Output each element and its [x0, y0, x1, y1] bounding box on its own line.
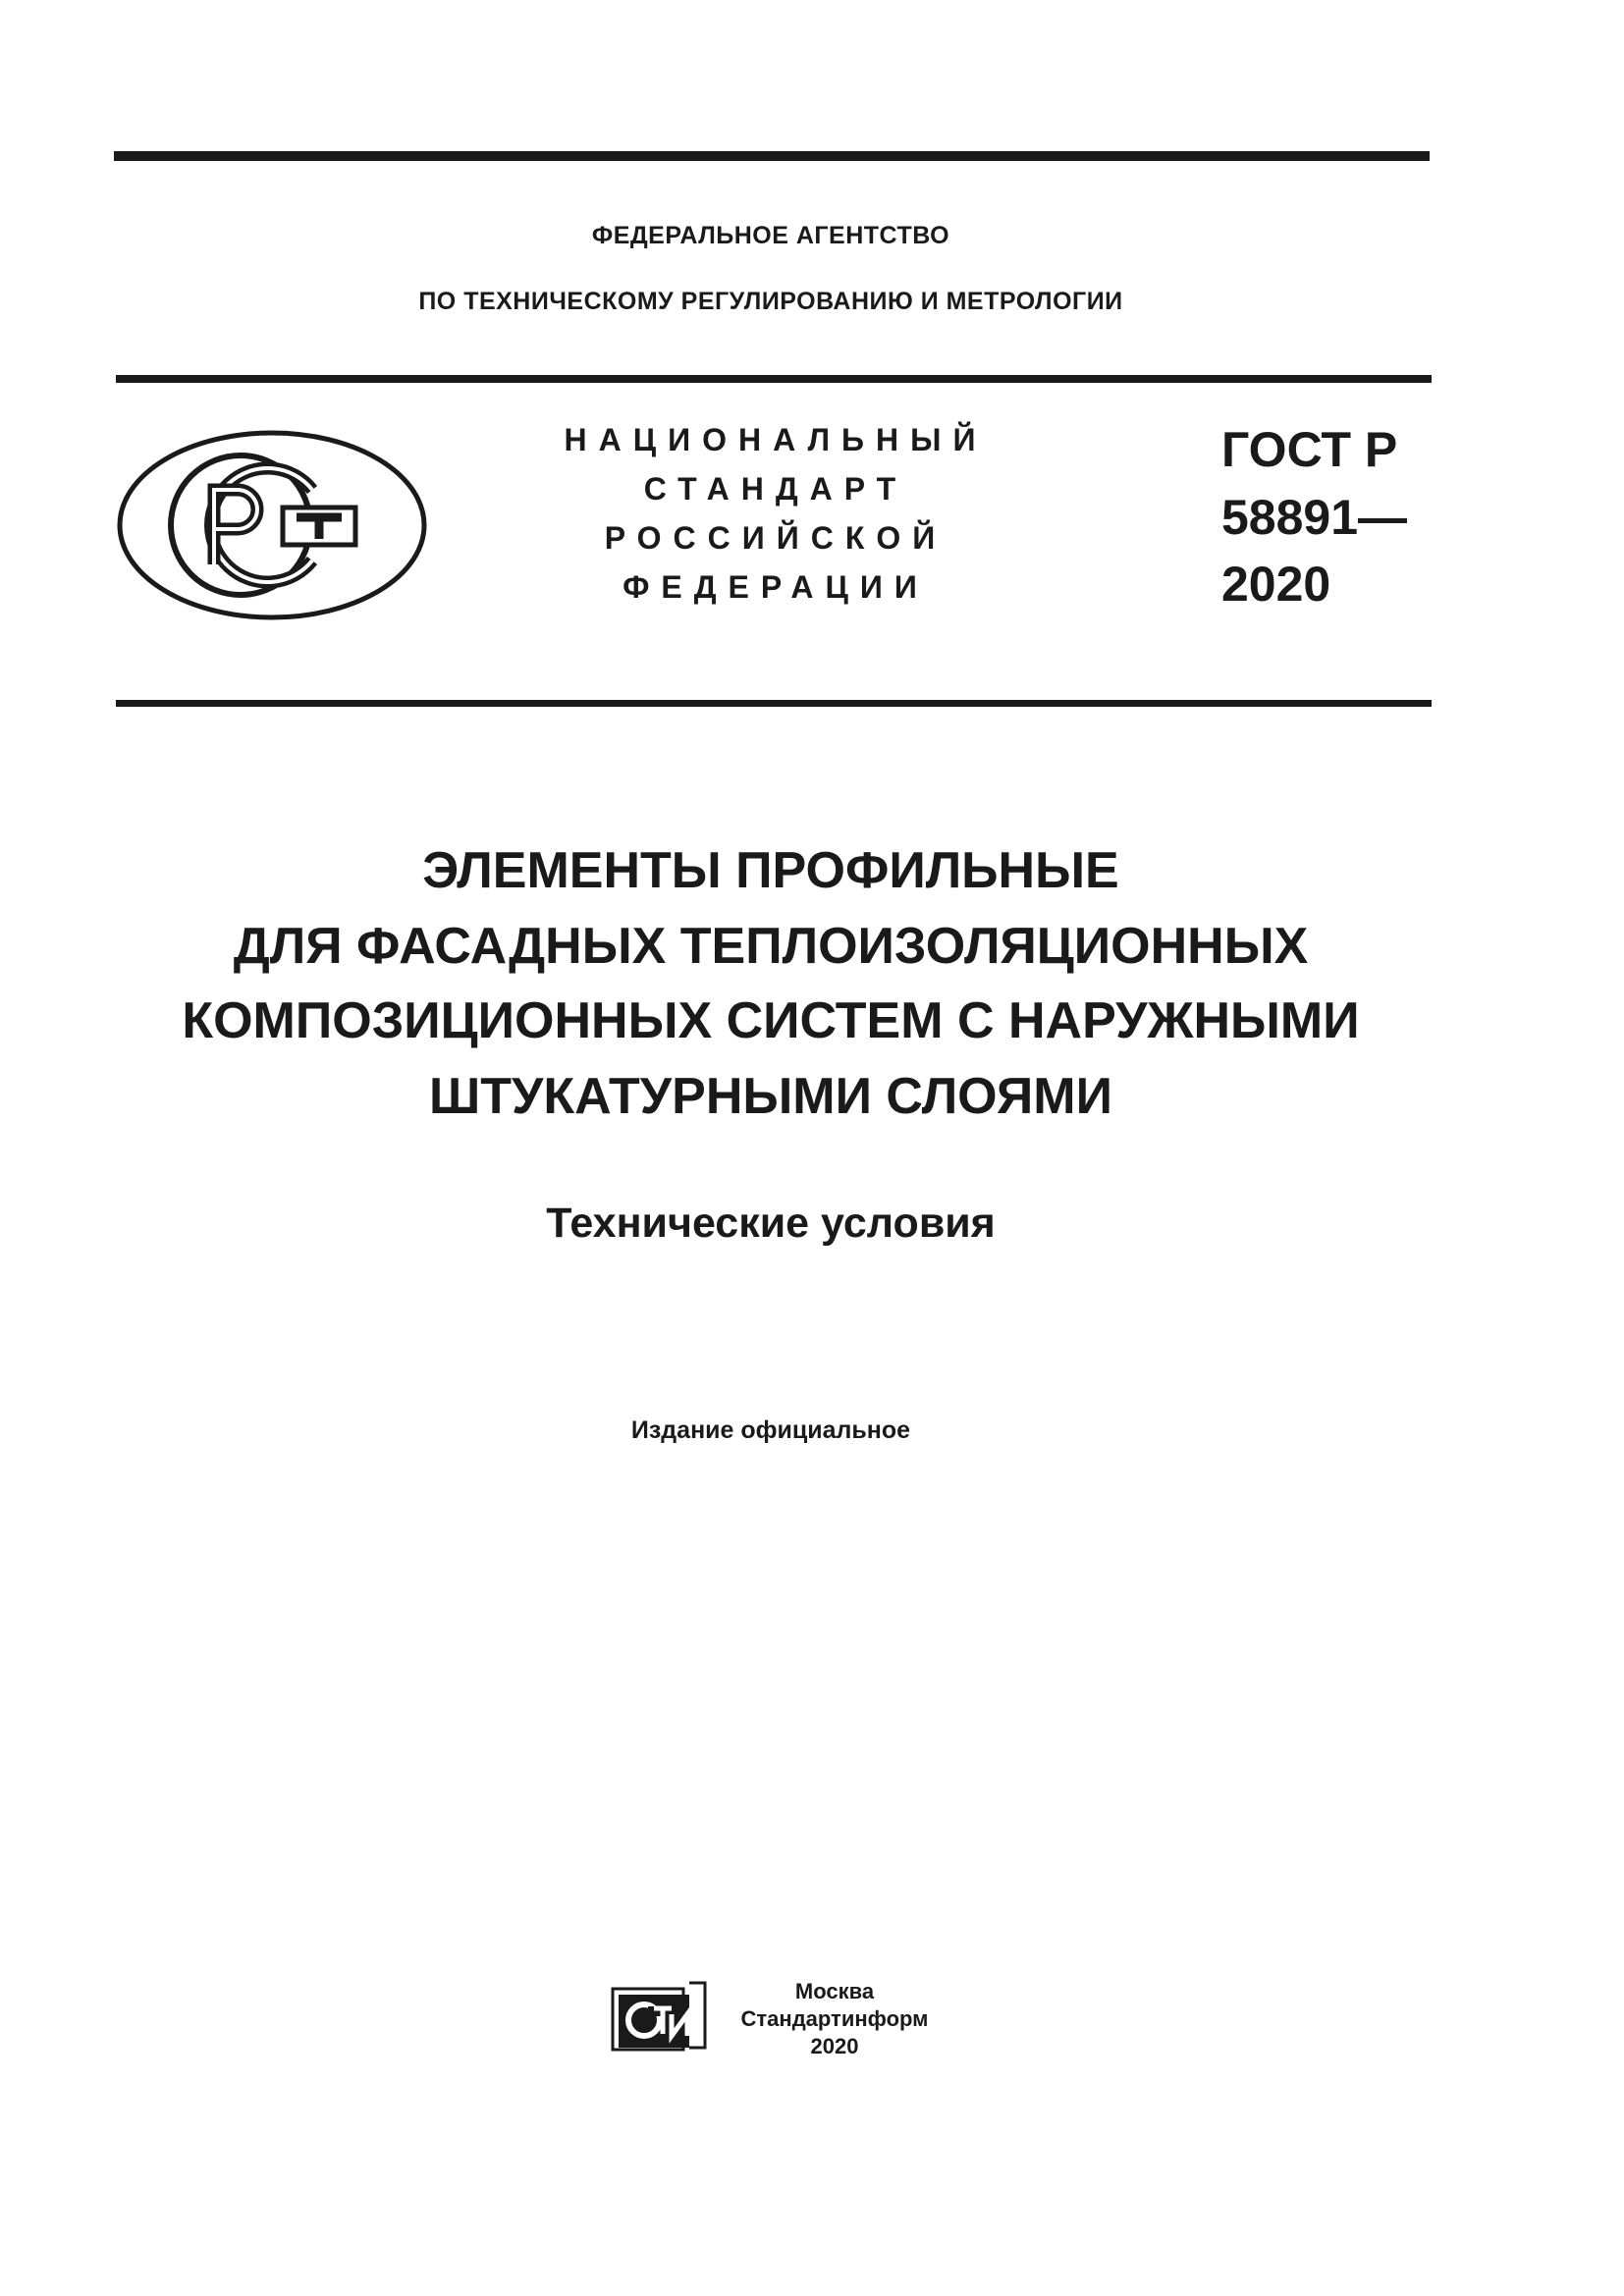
standard-type-line-4: ФЕДЕРАЦИИ — [623, 569, 929, 605]
standard-type-line-1: НАЦИОНАЛЬНЫЙ — [564, 422, 988, 457]
document-subtitle: Технические условия — [546, 1200, 996, 1247]
designation-line-3: 2020 — [1221, 557, 1331, 612]
document-title-line-4: ШТУКАТУРНЫМИ СЛОЯМИ — [428, 1068, 1113, 1125]
agency-name-line-1: ФЕДЕРАЛЬНОЕ АГЕНТСТВО — [591, 222, 950, 249]
document-title-line-1: ЭЛЕМЕНТЫ ПРОФИЛЬНЫЕ — [422, 842, 1119, 899]
standard-type-line-2: СТАНДАРТ — [643, 471, 908, 507]
publisher-year: 2020 — [810, 2034, 859, 2058]
standartinform-logo-icon — [611, 1979, 707, 2052]
publisher-city: Москва — [794, 1979, 875, 2003]
rst-certification-mark-icon — [116, 429, 428, 621]
document-title-line-3: КОМПОЗИЦИОННЫХ СИСТЕМ С НАРУЖНЫМИ — [182, 992, 1360, 1049]
publisher-name: Стандартинформ — [740, 2006, 929, 2031]
document-title-line-2: ДЛЯ ФАСАДНЫХ ТЕПЛОИЗОЛЯЦИОННЫХ — [233, 918, 1309, 975]
header-rule-lower — [116, 700, 1432, 707]
designation-line-2: 58891— — [1221, 490, 1408, 545]
standard-type-line-3: РОССИЙСКОЙ — [604, 520, 947, 556]
designation-line-1: ГОСТ Р — [1221, 422, 1398, 477]
agency-name-line-2: ПО ТЕХНИЧЕСКОМУ РЕГУЛИРОВАНИЮ И МЕТРОЛОГИИ — [418, 288, 1123, 315]
top-rule — [114, 151, 1430, 161]
edition-note: Издание официальное — [630, 1416, 911, 1444]
header-rule-upper — [116, 375, 1432, 383]
